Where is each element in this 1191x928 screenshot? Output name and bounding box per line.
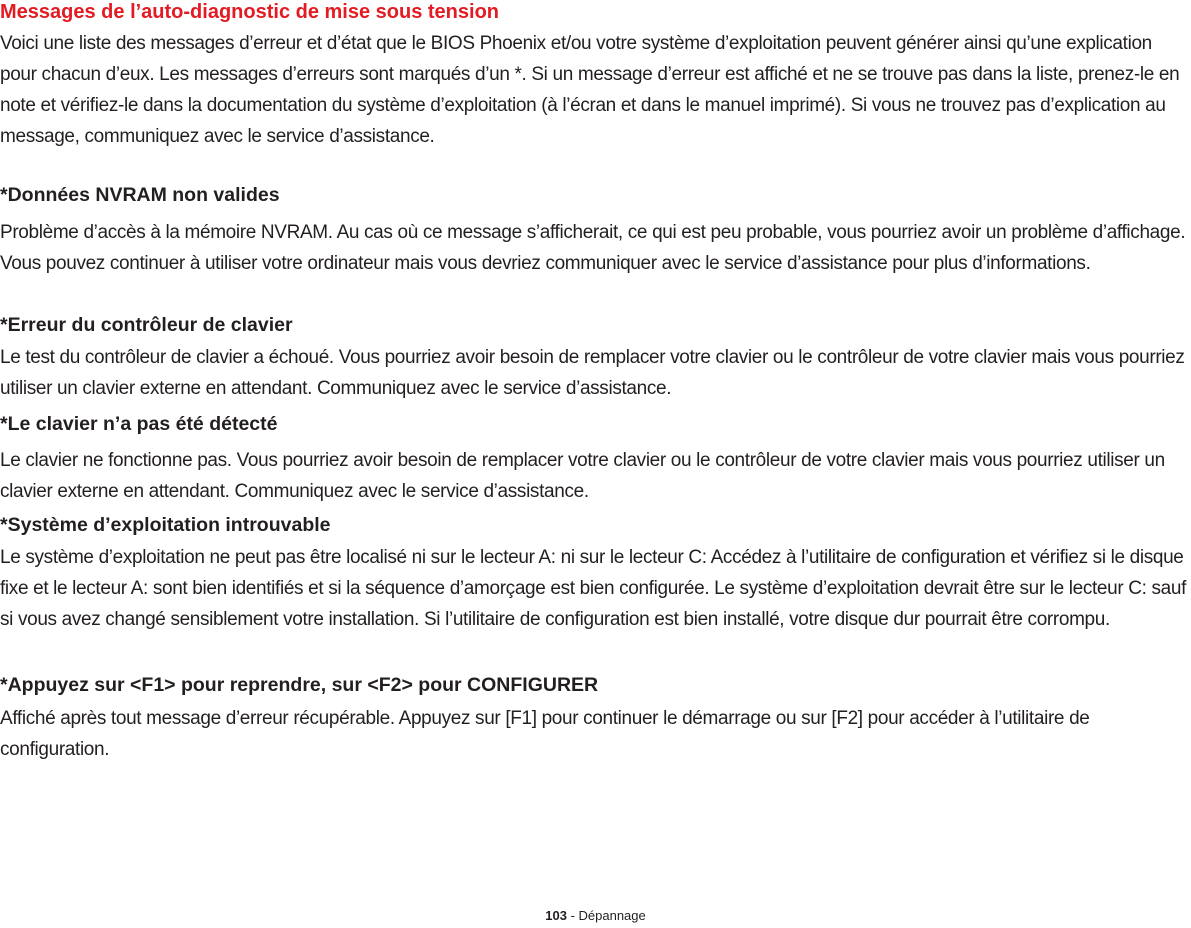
- section-title: Messages de l’auto-diagnostic de mise sous tension: [0, 1, 500, 23]
- entry-body-keyboard-not-detected: Le clavier ne fonctionne pas. Vous pourriez avoir besoin de remplacer votre clavier ou le contrôleur de votre clavier mais vous pourriez utiliser un clavier externe en attendant. Communiquez avec le service d’assistance.: [0, 450, 1165, 502]
- entry-body-nvram: Problème d’accès à la mémoire NVRAM. Au cas où ce message s’afficherait, ce qui est peu probable, vous pourriez avoir un problème d’affichage. Vous pouvez continuer à utiliser votre ordinateur mais vous devriez communiquer avec le service d’assistance pour plus d’informations.: [0, 222, 1186, 274]
- page-number: 103: [545, 908, 567, 923]
- entry-title-keyboard-controller: *Erreur du contrôleur de clavier: [0, 314, 293, 336]
- footer-separator: -: [566, 908, 579, 923]
- page-footer: [0, 907, 1191, 925]
- entry-title-os-not-found: *Système d’exploitation introuvable: [0, 514, 331, 536]
- entry-body-os-not-found: Le système d’exploitation ne peut pas être localisé ni sur le lecteur A: ni sur le lecteur C: Accédez à l’utilitaire de configuration et vérifiez si le disque fixe et le lecteur A: sont bien identifiés et si la séquence d’amorçage est bien configurée. Le système d’exploitation devrait être sur le lecteur C: sauf si vous avez changé sensiblement votre installation. Si l’utilitaire de configuration est bien installé, votre disque dur pourrait être corrompu.: [0, 547, 1187, 630]
- entry-title-f1-f2: *Appuyez sur <F1> pour reprendre, sur <F2> pour CONFIGURER: [0, 674, 599, 696]
- chapter-name: Dépannage: [578, 908, 646, 923]
- entry-body-keyboard-controller: Le test du contrôleur de clavier a échoué. Vous pourriez avoir besoin de remplacer votre clavier ou le contrôleur de votre clavier mais vous pourriez utiliser un clavier externe en attendant. Communiquez avec le service d’assistance.: [0, 347, 1185, 399]
- intro-paragraph: Voici une liste des messages d’erreur et d’état que le BIOS Phoenix et/ou votre système d’exploitation peuvent générer ainsi qu’une explication pour chacun d’eux. Les messages d’erreurs sont marqués d’un *. Si un message d’erreur est affiché et ne se trouve pas dans la liste, prenez-le en note et vérifiez-le dans la documentation du système d’exploitation (à l’écran et dans le manuel imprimé). Si vous ne trouvez pas d’explication au message, communiquez avec le service d’assistance.: [0, 33, 1180, 147]
- entry-body-f1-f2: Affiché après tout message d’erreur récupérable. Appuyez sur [F1] pour continuer le démarrage ou sur [F2] pour accéder à l’utilitaire de configuration.: [0, 708, 1090, 760]
- entry-title-keyboard-not-detected: *Le clavier n’a pas été détecté: [0, 413, 278, 435]
- entry-title-nvram: *Données NVRAM non valides: [0, 184, 280, 206]
